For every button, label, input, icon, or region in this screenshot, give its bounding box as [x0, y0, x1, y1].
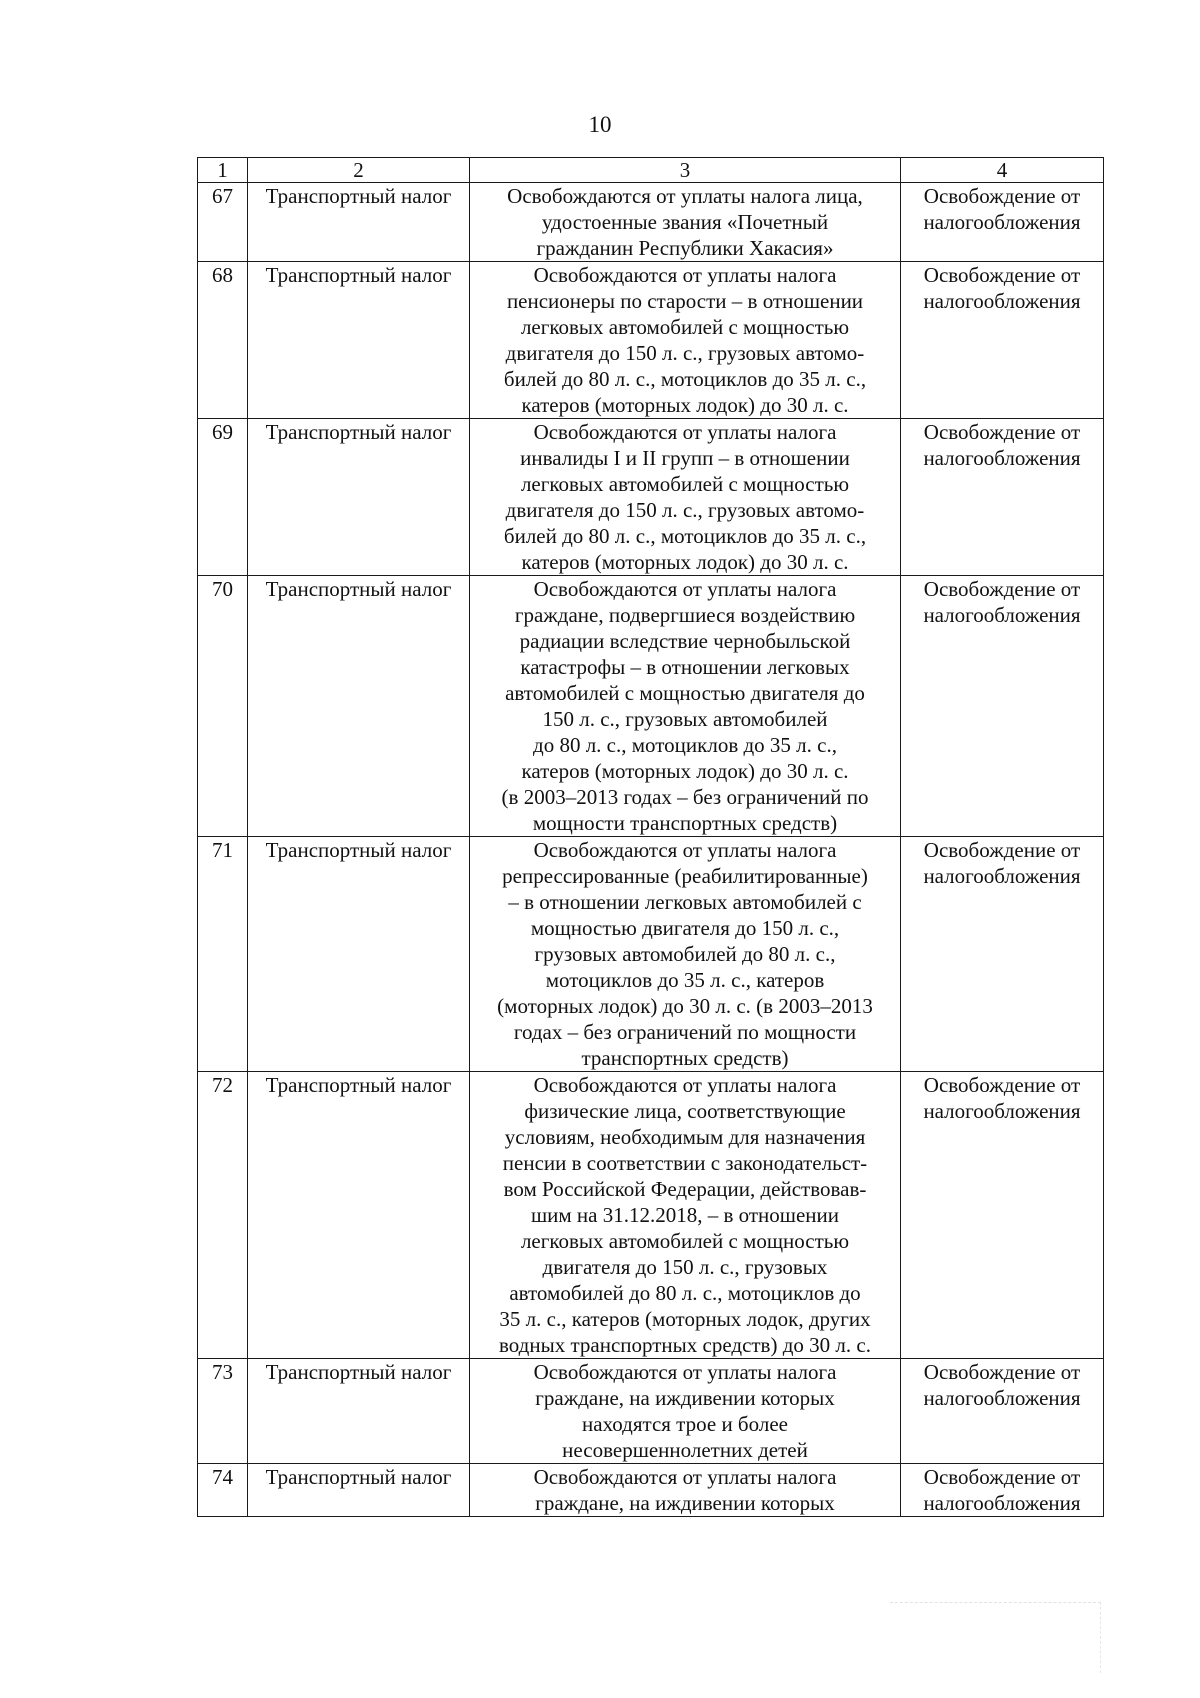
tax-name: Транспортный налог: [248, 1359, 470, 1464]
exemption-description: Освобождаются от уплаты налога физические лица, соответствующие условиям, необходимым для назначения пенсии в соответствии с законодательст- вом Российской Федерации, действовав- шим на 31.12.2018, – в отношении легковых автомобилей с мощностью двигателя до 150 л. с., грузовых автомобилей до 80 л. с., мотоциклов до 35 л. с., катеров (моторных лодок, других водных транспортных средств) до 30 л. с.: [470, 1072, 901, 1359]
table-row: [198, 262, 1104, 419]
row-number: 68: [198, 262, 248, 419]
row-number: 74: [198, 1464, 248, 1517]
exemption-result: Освобождение от налогообложения: [901, 262, 1104, 419]
row-number: 70: [198, 576, 248, 837]
table-row: [198, 837, 1104, 1072]
header-col-3: 3: [470, 158, 901, 183]
exemption-result: Освобождение от налогообложения: [901, 1359, 1104, 1464]
exemption-description: Освобождаются от уплаты налога инвалиды I и II групп – в отношении легковых автомобилей с мощностью двигателя до 150 л. с., грузовых автомо- билей до 80 л. с., мотоциклов до 35 л. с., катеров (моторных лодок) до 30 л. с.: [470, 419, 901, 576]
exemption-result: Освобождение от налогообложения: [901, 576, 1104, 837]
table-row: [198, 576, 1104, 837]
table-header-row: [198, 158, 1104, 183]
tax-name: Транспортный налог: [248, 1464, 470, 1517]
exemption-result: Освобождение от налогообложения: [901, 1464, 1104, 1517]
scan-stamp-artifact: [890, 1602, 1101, 1673]
tax-exemptions-table: [197, 157, 1104, 1517]
header-col-4: 4: [901, 158, 1104, 183]
tax-name: Транспортный налог: [248, 576, 470, 837]
exemption-description: Освобождаются от уплаты налога граждане, на иждивении которых: [470, 1464, 901, 1517]
table-row: [198, 1359, 1104, 1464]
tax-name: Транспортный налог: [248, 1072, 470, 1359]
row-number: 71: [198, 837, 248, 1072]
tax-name: Транспортный налог: [248, 419, 470, 576]
row-number: 72: [198, 1072, 248, 1359]
tax-name: Транспортный налог: [248, 837, 470, 1072]
exemption-description: Освобождаются от уплаты налога граждане, на иждивении которых находятся трое и более несовершеннолетних детей: [470, 1359, 901, 1464]
table-row: [198, 183, 1104, 262]
exemption-result: Освобождение от налогообложения: [901, 1072, 1104, 1359]
exemption-result: Освобождение от налогообложения: [901, 183, 1104, 262]
exemption-result: Освобождение от налогообложения: [901, 419, 1104, 576]
table-row: [198, 419, 1104, 576]
exemption-description: Освобождаются от уплаты налога граждане, подвергшиеся воздействию радиации вследствие чернобыльской катастрофы – в отношении легковых автомобилей с мощностью двигателя до 150 л. с., грузовых автомобилей до 80 л. с., мотоциклов до 35 л. с., катеров (моторных лодок) до 30 л. с. (в 2003–2013 годах – без ограничений по мощности транспортных средств): [470, 576, 901, 837]
table-row: [198, 1464, 1104, 1517]
header-col-2: 2: [248, 158, 470, 183]
exemption-description: Освобождаются от уплаты налога лица, удостоенные звания «Почетный гражданин Республики Хакасия»: [470, 183, 901, 262]
exemption-result: Освобождение от налогообложения: [901, 837, 1104, 1072]
row-number: 67: [198, 183, 248, 262]
exemption-description: Освобождаются от уплаты налога пенсионеры по старости – в отношении легковых автомобилей с мощностью двигателя до 150 л. с., грузовых автомо- билей до 80 л. с., мотоциклов до 35 л. с., катеров (моторных лодок) до 30 л. с.: [470, 262, 901, 419]
tax-name: Транспортный налог: [248, 262, 470, 419]
page-number: 10: [588, 112, 612, 137]
exemption-description: Освобождаются от уплаты налога репрессированные (реабилитированные) – в отношении легковых автомобилей с мощностью двигателя до 150 л. с., грузовых автомобилей до 80 л. с., мотоциклов до 35 л. с., катеров (моторных лодок) до 30 л. с. (в 2003–2013 годах – без ограничений по мощности транспортных средств): [470, 837, 901, 1072]
tax-name: Транспортный налог: [248, 183, 470, 262]
header-col-1: 1: [198, 158, 248, 183]
row-number: 69: [198, 419, 248, 576]
table-row: [198, 1072, 1104, 1359]
row-number: 73: [198, 1359, 248, 1464]
